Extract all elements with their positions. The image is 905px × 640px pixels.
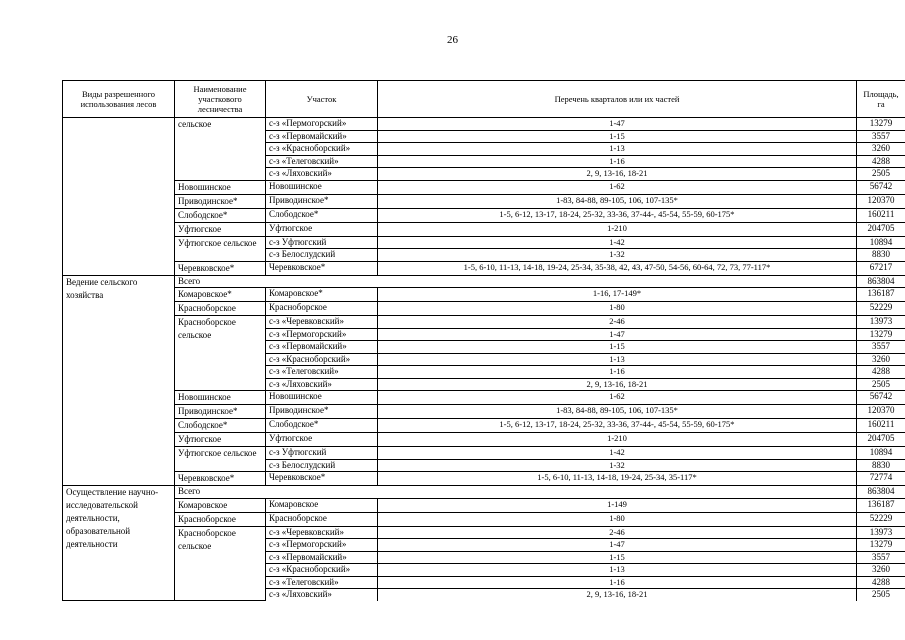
table-row (63, 275, 905, 288)
cell-kvartaly: 1-5, 6-12, 13-17, 18-24, 25-32, 33-36, 37-44-, 45-54, 55-59, 60-175* (378, 419, 857, 433)
cell-lesnichestvo: Красноборское (175, 302, 266, 316)
cell-uchastok: Красноборское (266, 512, 378, 526)
cell-uchastok: Новошинское (266, 391, 378, 405)
cell-total-label: Всего (175, 275, 857, 288)
cell-vid: Осуществление научно-исследовательской деятельности, образовательной деятельности (63, 486, 175, 601)
cell-ploshad: 13973 (857, 316, 905, 329)
cell-kvartaly: 1-83, 84-88, 89-105, 106, 107-135* (378, 405, 857, 419)
cell-kvartaly: 2-46 (378, 316, 857, 329)
cell-ploshad: 863804 (857, 275, 905, 288)
cell-lesnichestvo: сельское (175, 118, 266, 181)
cell-vid (63, 118, 175, 276)
cell-lesnichestvo: Уфтюгское сельское (175, 236, 266, 261)
cell-kvartaly: 1-149 (378, 498, 857, 512)
cell-uchastok: с-з «Телеговский» (266, 366, 378, 379)
cell-uchastok: с-з «Первомайский» (266, 551, 378, 564)
cell-kvartaly: 1-32 (378, 459, 857, 472)
cell-ploshad: 8830 (857, 249, 905, 262)
header-vid: Виды разрешенного использования лесов (63, 81, 175, 118)
cell-ploshad: 136187 (857, 288, 905, 302)
cell-ploshad: 160211 (857, 208, 905, 222)
cell-uchastok: с-з «Телеговский» (266, 155, 378, 168)
cell-ploshad: 52229 (857, 512, 905, 526)
cell-kvartaly: 1-80 (378, 302, 857, 316)
table-row (63, 180, 905, 194)
table-row (63, 302, 905, 316)
cell-kvartaly: 1-62 (378, 391, 857, 405)
cell-lesnichestvo: Красноборское сельское (175, 526, 266, 601)
cell-uchastok: Комаровское (266, 498, 378, 512)
table-row (63, 261, 905, 275)
cell-lesnichestvo: Комаровское (175, 498, 266, 512)
cell-lesnichestvo: Приводинское* (175, 405, 266, 419)
cell-ploshad: 3260 (857, 143, 905, 156)
cell-uchastok: с-з «Черевковский» (266, 526, 378, 539)
table-row (63, 222, 905, 236)
cell-uchastok: Слободское* (266, 208, 378, 222)
cell-lesnichestvo: Слободское* (175, 419, 266, 433)
cell-ploshad: 72774 (857, 472, 905, 486)
cell-uchastok: с-з Белослудский (266, 249, 378, 262)
cell-ploshad: 120370 (857, 405, 905, 419)
cell-kvartaly: 2-46 (378, 526, 857, 539)
cell-uchastok: Приводинское* (266, 194, 378, 208)
cell-ploshad: 10894 (857, 236, 905, 249)
cell-kvartaly: 1-83, 84-88, 89-105, 106, 107-135* (378, 194, 857, 208)
cell-uchastok: Красноборское (266, 302, 378, 316)
cell-kvartaly: 1-13 (378, 564, 857, 577)
cell-uchastok: с-з «Черевковский» (266, 316, 378, 329)
table-row (63, 194, 905, 208)
table-header-row (63, 81, 905, 118)
cell-lesnichestvo: Новошинское (175, 180, 266, 194)
cell-kvartaly: 1-210 (378, 222, 857, 236)
cell-ploshad: 2505 (857, 378, 905, 391)
cell-kvartaly: 1-32 (378, 249, 857, 262)
header-uchastok: Участок (266, 81, 378, 118)
cell-kvartaly: 1-47 (378, 118, 857, 131)
cell-ploshad: 4288 (857, 576, 905, 589)
cell-ploshad: 120370 (857, 194, 905, 208)
cell-uchastok: с-з «Красноборский» (266, 353, 378, 366)
table-row (63, 419, 905, 433)
cell-ploshad: 56742 (857, 180, 905, 194)
cell-kvartaly: 1-47 (378, 328, 857, 341)
cell-ploshad: 13279 (857, 118, 905, 131)
cell-lesnichestvo: Красноборское сельское (175, 316, 266, 391)
cell-kvartaly: 1-5, 6-10, 11-13, 14-18, 19-24, 25-34, 35-38, 42, 43, 47-50, 54-56, 60-64, 72, 73, 77-117* (378, 261, 857, 275)
table-row (63, 316, 905, 329)
cell-ploshad: 204705 (857, 222, 905, 236)
cell-uchastok: с-з «Первомайский» (266, 341, 378, 354)
cell-kvartaly: 1-210 (378, 433, 857, 447)
cell-ploshad: 3260 (857, 353, 905, 366)
cell-uchastok: с-з «Пермогорский» (266, 328, 378, 341)
cell-ploshad: 204705 (857, 433, 905, 447)
table-row (63, 391, 905, 405)
cell-kvartaly: 1-13 (378, 353, 857, 366)
cell-ploshad: 4288 (857, 366, 905, 379)
cell-kvartaly: 1-16 (378, 155, 857, 168)
table-row (63, 447, 905, 460)
cell-ploshad: 10894 (857, 447, 905, 460)
cell-ploshad: 3260 (857, 564, 905, 577)
cell-uchastok: Черевковское* (266, 261, 378, 275)
cell-lesnichestvo: Уфтюгское (175, 222, 266, 236)
cell-uchastok: с-з «Красноборский» (266, 143, 378, 156)
page-number: 26 (447, 34, 458, 46)
cell-kvartaly: 1-5, 6-10, 11-13, 14-18, 19-24, 25-34, 35-117* (378, 472, 857, 486)
cell-kvartaly: 1-42 (378, 447, 857, 460)
cell-uchastok: Черевковское* (266, 472, 378, 486)
cell-uchastok: Уфтюгское (266, 433, 378, 447)
cell-vid: Ведение сельского хозяйства (63, 275, 175, 486)
cell-kvartaly: 1-15 (378, 130, 857, 143)
cell-ploshad: 56742 (857, 391, 905, 405)
cell-kvartaly: 1-16 (378, 576, 857, 589)
cell-uchastok: с-з «Первомайский» (266, 130, 378, 143)
cell-kvartaly: 2, 9, 13-16, 18-21 (378, 378, 857, 391)
cell-kvartaly: 1-47 (378, 539, 857, 552)
cell-uchastok: с-з «Ляховский» (266, 378, 378, 391)
header-lesnichestvo: Наименование участкового лесничества (175, 81, 266, 118)
cell-kvartaly: 1-15 (378, 341, 857, 354)
table-row (63, 236, 905, 249)
cell-ploshad: 13279 (857, 539, 905, 552)
cell-lesnichestvo: Черевковское* (175, 261, 266, 275)
cell-ploshad: 13973 (857, 526, 905, 539)
table-row (63, 118, 905, 131)
cell-uchastok: с-з «Ляховский» (266, 589, 378, 601)
header-ploshad: Площадь, га (857, 81, 905, 118)
cell-ploshad: 136187 (857, 498, 905, 512)
table-row (63, 526, 905, 539)
cell-lesnichestvo: Уфтюгское (175, 433, 266, 447)
table-row (63, 433, 905, 447)
table-row (63, 512, 905, 526)
cell-lesnichestvo: Красноборское (175, 512, 266, 526)
table-row (63, 486, 905, 499)
table-row (63, 472, 905, 486)
cell-kvartaly: 1-16, 17-149* (378, 288, 857, 302)
cell-ploshad: 67217 (857, 261, 905, 275)
cell-kvartaly: 1-5, 6-12, 13-17, 18-24, 25-32, 33-36, 37-44-, 45-54, 55-59, 60-175* (378, 208, 857, 222)
cell-lesnichestvo: Черевковское* (175, 472, 266, 486)
cell-uchastok: Слободское* (266, 419, 378, 433)
cell-ploshad: 13279 (857, 328, 905, 341)
cell-uchastok: с-з «Пермогорский» (266, 118, 378, 131)
table-row (63, 498, 905, 512)
cell-lesnichestvo: Новошинское (175, 391, 266, 405)
cell-ploshad: 3557 (857, 551, 905, 564)
cell-ploshad: 3557 (857, 341, 905, 354)
forest-use-table (62, 80, 905, 601)
cell-uchastok: с-з «Пермогорский» (266, 539, 378, 552)
cell-uchastok: Комаровское* (266, 288, 378, 302)
cell-kvartaly: 1-16 (378, 366, 857, 379)
table-row (63, 208, 905, 222)
cell-lesnichestvo: Слободское* (175, 208, 266, 222)
cell-kvartaly: 1-13 (378, 143, 857, 156)
cell-kvartaly: 1-80 (378, 512, 857, 526)
header-perechen: Перечень кварталов или их частей (378, 81, 857, 118)
table-row (63, 288, 905, 302)
cell-uchastok: Уфтюгское (266, 222, 378, 236)
cell-uchastok: Приводинское* (266, 405, 378, 419)
cell-ploshad: 8830 (857, 459, 905, 472)
cell-uchastok: Новошинское (266, 180, 378, 194)
cell-ploshad: 3557 (857, 130, 905, 143)
cell-ploshad: 2505 (857, 168, 905, 181)
cell-ploshad: 160211 (857, 419, 905, 433)
table-row (63, 405, 905, 419)
cell-ploshad: 52229 (857, 302, 905, 316)
cell-lesnichestvo: Комаровское* (175, 288, 266, 302)
cell-ploshad: 2505 (857, 589, 905, 601)
cell-uchastok: с-з «Ляховский» (266, 168, 378, 181)
cell-uchastok: с-з «Телеговский» (266, 576, 378, 589)
cell-uchastok: с-з «Красноборский» (266, 564, 378, 577)
cell-ploshad: 863804 (857, 486, 905, 499)
cell-ploshad: 4288 (857, 155, 905, 168)
cell-kvartaly: 2, 9, 13-16, 18-21 (378, 168, 857, 181)
cell-uchastok: с-з Белослудский (266, 459, 378, 472)
cell-uchastok: с-з Уфтюгский (266, 447, 378, 460)
cell-uchastok: с-з Уфтюгский (266, 236, 378, 249)
cell-kvartaly: 1-42 (378, 236, 857, 249)
cell-kvartaly: 2, 9, 13-16, 18-21 (378, 589, 857, 601)
cell-kvartaly: 1-62 (378, 180, 857, 194)
cell-lesnichestvo: Уфтюгское сельское (175, 447, 266, 472)
cell-kvartaly: 1-15 (378, 551, 857, 564)
cell-total-label: Всего (175, 486, 857, 499)
cell-lesnichestvo: Приводинское* (175, 194, 266, 208)
